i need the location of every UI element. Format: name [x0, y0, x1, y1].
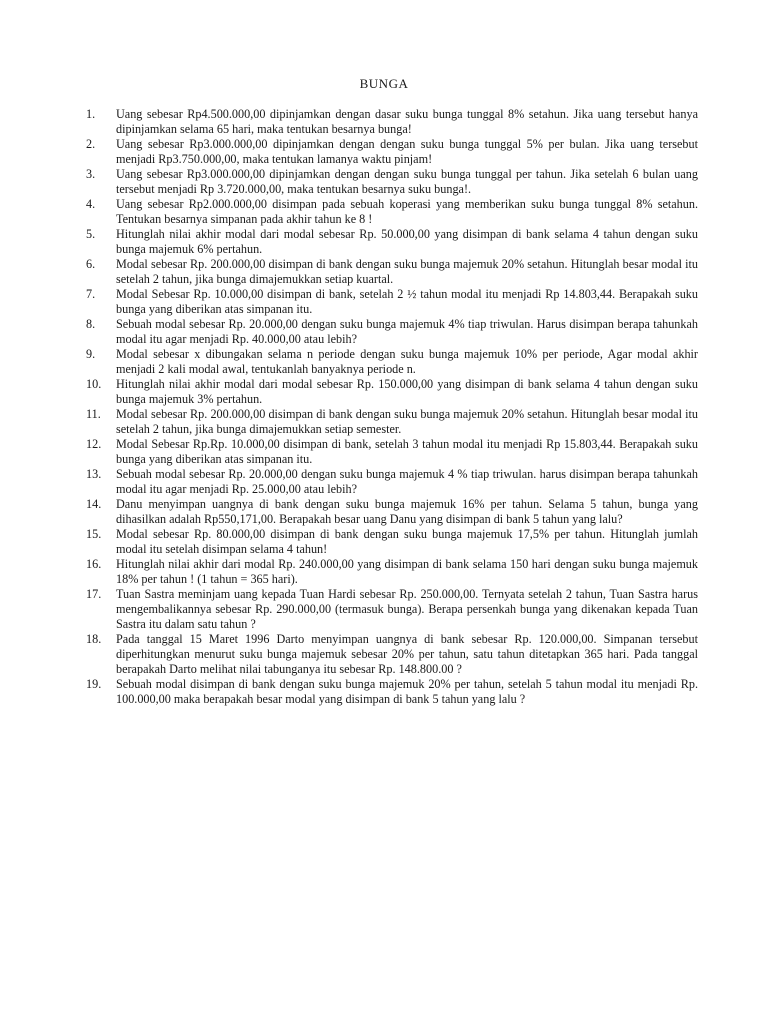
item-text: Tuan Sastra meminjam uang kepada Tuan Hardi sebesar Rp. 250.000,00. Ternyata setelah 2 tahun, Tuan Sastra harus mengembalikannya sebesar Rp. 290.000,00 (termasuk bunga). Berapa persenkah bunga yang dikenakan kepada Tuan Sastra itu dalam satu tahun ?	[116, 587, 698, 631]
item-text: Uang sebesar Rp2.000.000,00 disimpan pada sebuah koperasi yang memberikan suku bunga tunggal 8% setahun. Tentukan besarnya simpanan pada akhir tahun ke 8 !	[116, 197, 698, 226]
list-item	[86, 527, 698, 557]
item-text: Uang sebesar Rp3.000.000,00 dipinjamkan dengan dengan suku bunga tunggal 5% per bulan. Jika uang tersebut menjadi Rp3.750.000,00, maka tentukan lamanya waktu pinjam!	[116, 137, 698, 166]
list-item	[86, 137, 698, 167]
item-text: Modal Sebesar Rp.Rp. 10.000,00 disimpan di bank, setelah 3 tahun modal itu menjadi Rp 15.803,44. Berapakah suku bunga yang diberikan atas simpanan itu.	[116, 437, 698, 466]
item-text: Modal sebesar Rp. 200.000,00 disimpan di bank dengan suku bunga majemuk 20% setahun. Hitunglah besar modal itu setelah 2 tahun, jika bunga dimajemukkan setiap kuartal.	[116, 257, 698, 286]
list-item	[86, 317, 698, 347]
list-item	[86, 197, 698, 227]
item-number: 15.	[86, 527, 102, 541]
list-item	[86, 347, 698, 377]
item-number: 7.	[86, 287, 96, 301]
item-number: 4.	[86, 197, 96, 211]
item-text: Sebuah modal disimpan di bank dengan suku bunga majemuk 20% per tahun, setelah 5 tahun modal itu menjadi Rp. 100.000,00 maka berapakah besar modal yang disimpan di bank 5 tahun yang lalu ?	[116, 677, 698, 706]
item-text: Hitunglah nilai akhir modal dari modal sebesar Rp. 150.000,00 yang disimpan di bank selama 4 tahun dengan suku bunga majemuk 3% pertahun.	[116, 377, 698, 406]
item-text: Uang sebesar Rp3.000.000,00 dipinjamkan dengan dengan suku bunga tunggal per tahun. Jika setelah 6 bulan uang tersebut menjadi Rp 3.720.000,00, maka tentukan besarnya suku bunga!.	[116, 167, 698, 196]
list-item	[86, 167, 698, 197]
item-number: 12.	[86, 437, 102, 451]
item-number: 5.	[86, 227, 96, 241]
item-number: 19.	[86, 677, 102, 691]
list-item	[86, 437, 698, 467]
list-item	[86, 377, 698, 407]
list-item	[86, 557, 698, 587]
item-number: 6.	[86, 257, 96, 271]
list-item	[86, 287, 698, 317]
item-number: 9.	[86, 347, 96, 361]
list-item	[86, 587, 698, 632]
problem-list	[86, 107, 698, 707]
item-number: 1.	[86, 107, 96, 121]
item-number: 16.	[86, 557, 102, 571]
item-text: Modal sebesar Rp. 80.000,00 disimpan di bank dengan suku bunga majemuk 17,5% per tahun. Hitunglah jumlah modal itu setelah disimpan selama 4 tahun!	[116, 527, 698, 556]
item-text: Pada tanggal 15 Maret 1996 Darto menyimpan uangnya di bank sebesar Rp. 120.000,00. Simpanan tersebut diperhitungkan menurut suku bunga majemuk sebesar 20% per tahun, satu tahun ditetapkan 365 hari. Pada tanggal berapakah Darto melihat nilai tabunganya itu sebesar Rp. 148.800.00 ?	[116, 632, 698, 676]
item-text: Modal sebesar x dibungakan selama n periode dengan suku bunga majemuk 10% per periode, Agar modal akhir menjadi 2 kali modal awal, tentukanlah banyaknya periode n.	[116, 347, 698, 376]
item-number: 18.	[86, 632, 102, 646]
list-item	[86, 257, 698, 287]
item-text: Uang sebesar Rp4.500.000,00 dipinjamkan dengan dasar suku bunga tunggal 8% setahun. Jika uang tersebut hanya dipinjamkan selama 65 hari, maka tentukan besarnya bunga!	[116, 107, 698, 136]
page-title: BUNGA	[359, 76, 409, 91]
item-number: 10.	[86, 377, 102, 391]
list-item	[86, 632, 698, 677]
item-text: Sebuah modal sebesar Rp. 20.000,00 dengan suku bunga majemuk 4 % tiap triwulan. harus disimpan berapa tahunkah modal itu agar menjadi Rp. 25.000,00 atau lebih?	[116, 467, 698, 496]
item-number: 13.	[86, 467, 102, 481]
item-number: 11.	[86, 407, 101, 421]
list-item	[86, 107, 698, 137]
item-text: Hitunglah nilai akhir dari modal Rp. 240.000,00 yang disimpan di bank selama 150 hari dengan suku bunga majemuk 18% per tahun ! (1 tahun = 365 hari).	[116, 557, 698, 586]
item-text: Danu menyimpan uangnya di bank dengan suku bunga majemuk 16% per tahun. Selama 5 tahun, bunga yang dihasilkan adalah Rp550,171,00. Berapakah besar uang Danu yang disimpan di bank 5 tahun yang lalu?	[116, 497, 698, 526]
list-item	[86, 467, 698, 497]
item-number: 17.	[86, 587, 102, 601]
item-number: 2.	[86, 137, 96, 151]
item-number: 3.	[86, 167, 96, 181]
item-text: Hitunglah nilai akhir modal dari modal sebesar Rp. 50.000,00 yang disimpan di bank selama 4 tahun dengan suku bunga majemuk 6% pertahun.	[116, 227, 698, 256]
item-text: Modal Sebesar Rp. 10.000,00 disimpan di bank, setelah 2 ½ tahun modal itu menjadi Rp 14.803,44. Berapakah suku bunga yang diberikan atas simpanan itu.	[116, 287, 698, 316]
list-item	[86, 407, 698, 437]
item-text: Sebuah modal sebesar Rp. 20.000,00 dengan suku bunga majemuk 4% tiap triwulan. Harus disimpan berapa tahunkah modal itu agar menjadi Rp. 40.000,00 atau lebih?	[116, 317, 698, 346]
item-number: 8.	[86, 317, 96, 331]
list-item	[86, 497, 698, 527]
item-text: Modal sebesar Rp. 200.000,00 disimpan di bank dengan suku bunga majemuk 20% setahun. Hitunglah besar modal itu setelah 2 tahun, jika bunga dimajemukkan setiap semester.	[116, 407, 698, 436]
item-number: 14.	[86, 497, 102, 511]
list-item	[86, 677, 698, 707]
list-item	[86, 227, 698, 257]
